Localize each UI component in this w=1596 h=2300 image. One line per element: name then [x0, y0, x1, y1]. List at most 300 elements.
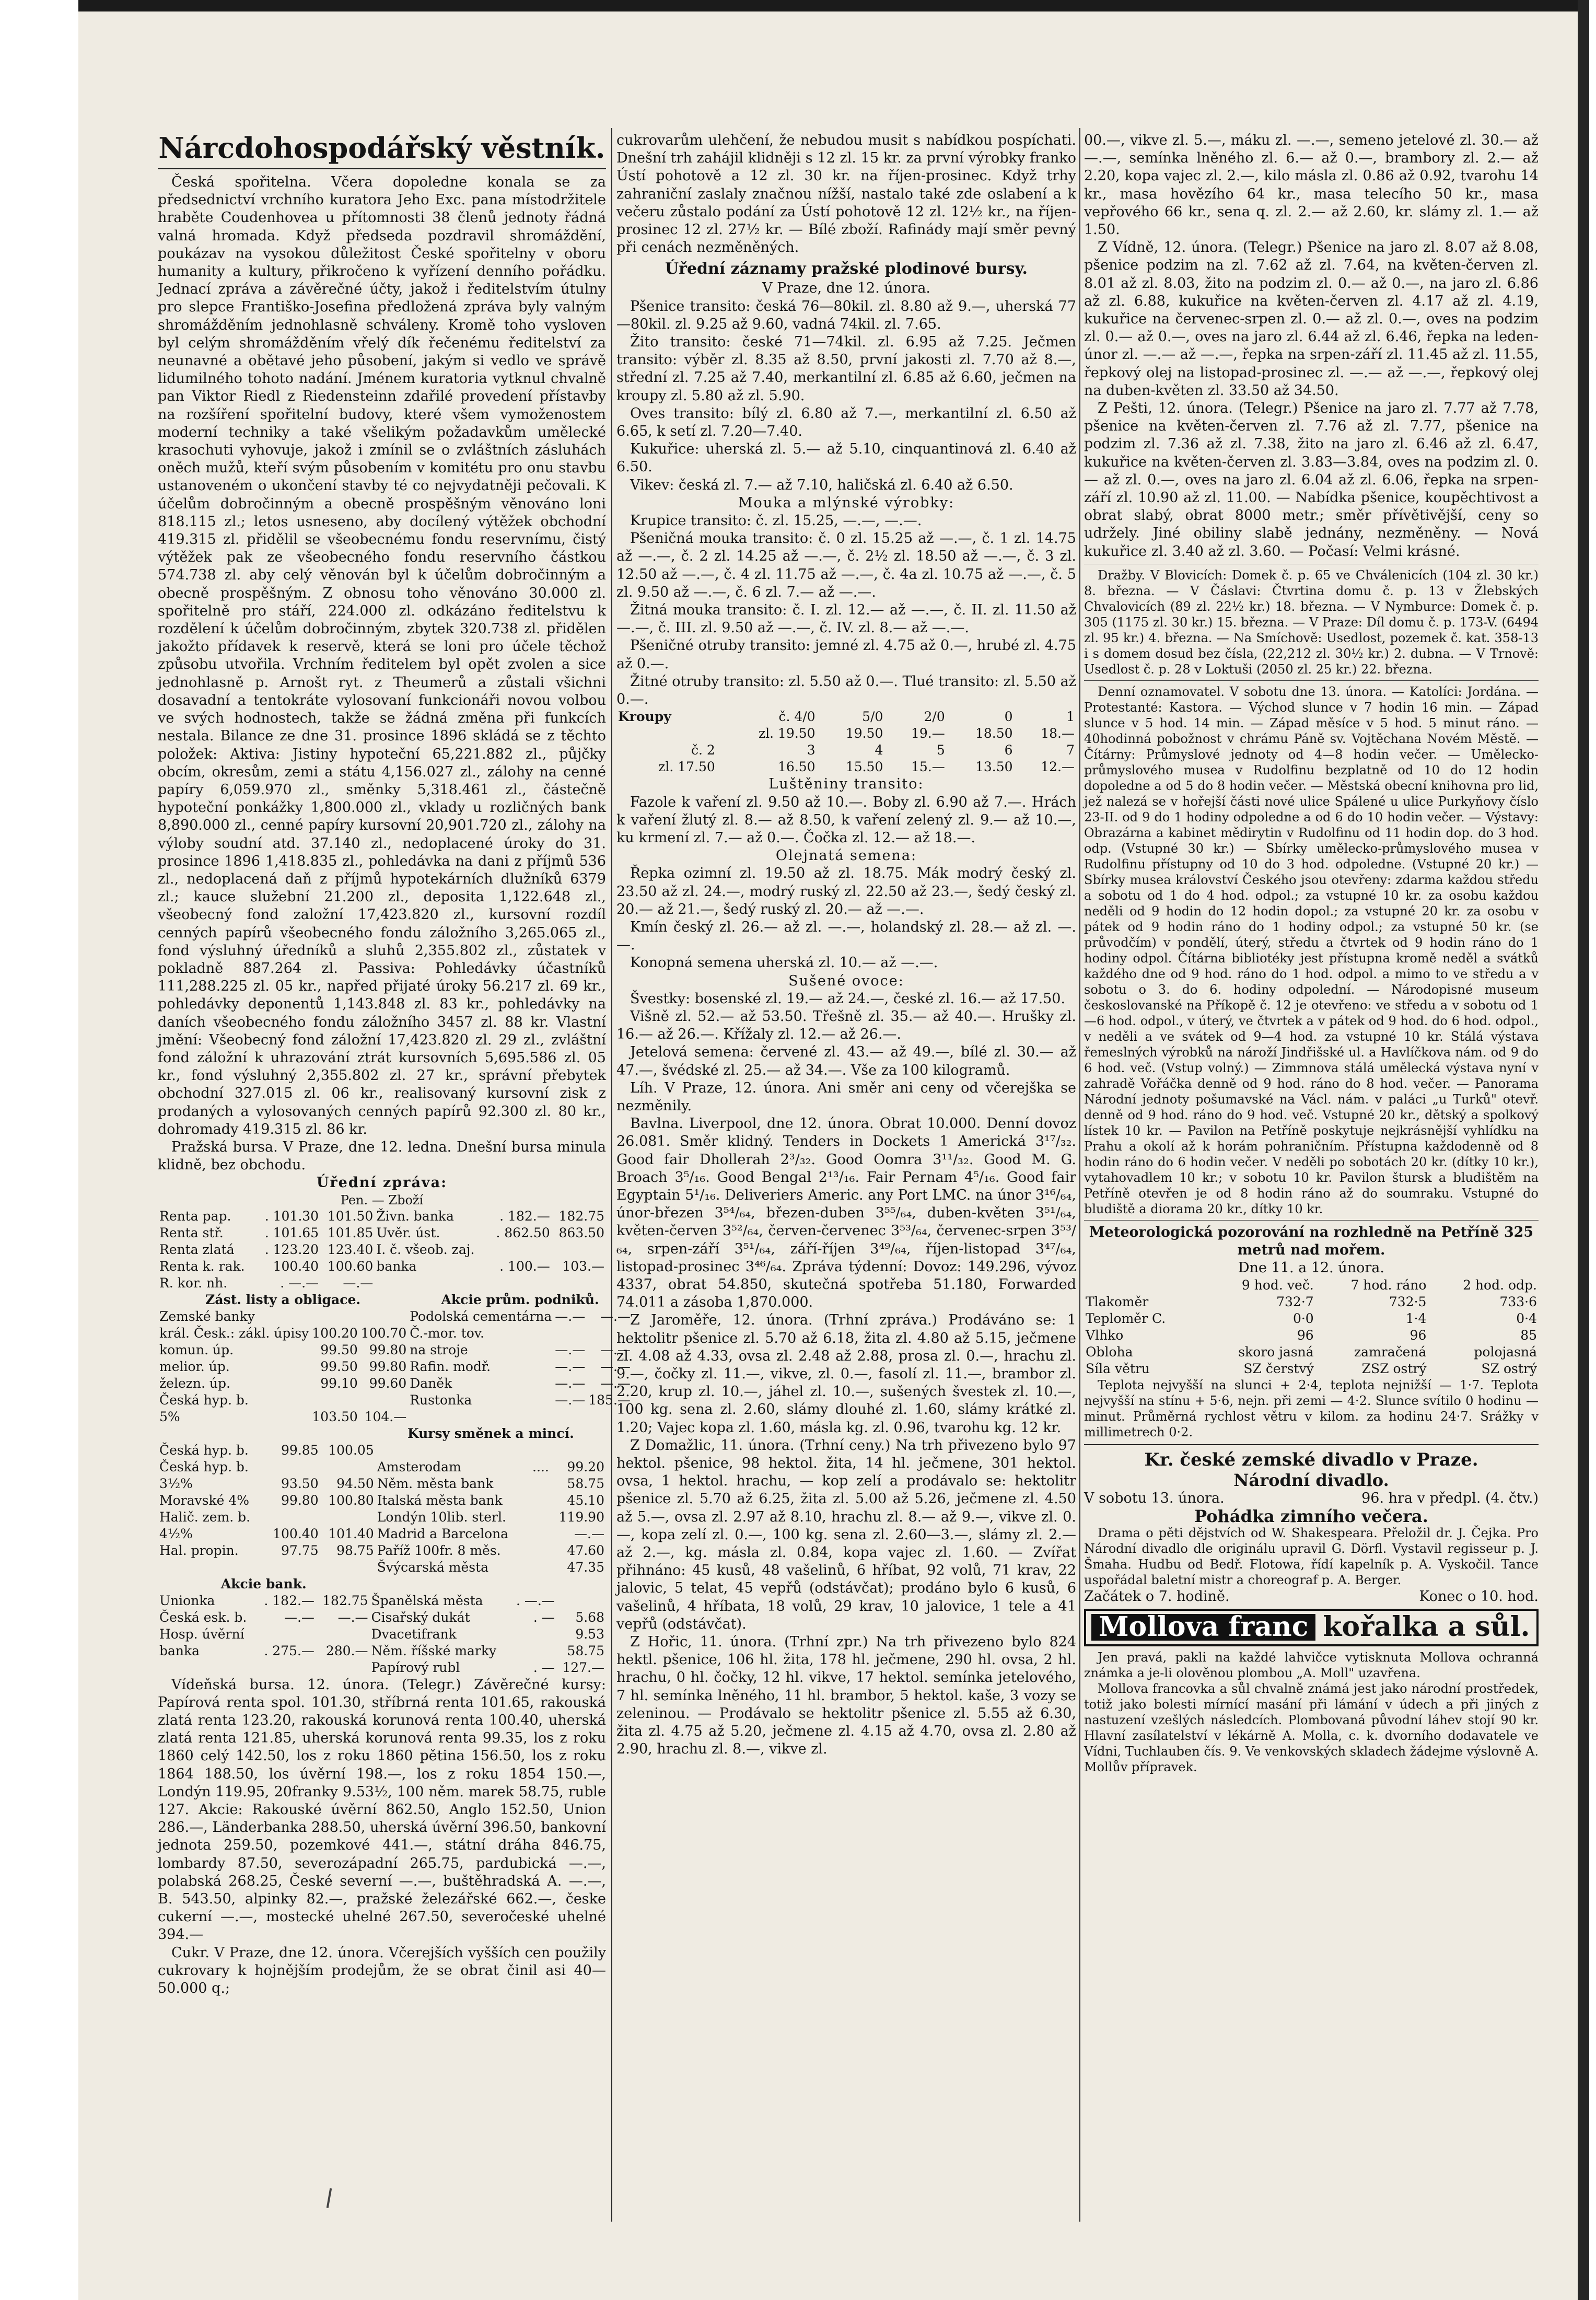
quote-row [158, 1509, 606, 1526]
quote-cell: —.— [555, 1375, 586, 1391]
quote-cell: Uvěr. úst. [376, 1225, 440, 1240]
quote-cell: —.— [600, 1342, 631, 1357]
meteo-cell: 1·4 [1405, 1311, 1427, 1327]
quote-cell: 99.20 [567, 1459, 604, 1474]
quote-cell: 58.75 [567, 1476, 604, 1491]
quote-cell: . 101.30 [264, 1208, 319, 1224]
quote-cell: . — [533, 1609, 555, 1625]
column-2 [616, 132, 1076, 2222]
table-cell: 15.— [911, 759, 945, 775]
table-cell: 18.50 [975, 726, 1013, 741]
quote-row [158, 1492, 606, 1509]
quote-cell: 99.85 [281, 1442, 319, 1458]
meteo-cell: 733·6 [1499, 1294, 1537, 1310]
ad-body: Mollova francovka a sůl chvalně známá jest jako národní prostředek, totiž jako bolesti mírnící masání při lámání v údech a při jiných z nastuzení vzešlých následcích. Plombovaná původní láhev stojí 90 kr. Hlavní zasílatelství v lékárně A. Molla, c. k. dvorního dodavatele ve Vídni, Tuchlauben čís. 9. Ve venkovských skladech žádejme výslovně A. Mollův přípravek. [1084, 1681, 1539, 1774]
quote-cell [528, 1542, 551, 1559]
quote-cell: Podolská cementárna [410, 1308, 552, 1324]
table-cell: 13.50 [975, 759, 1013, 775]
lusteniny-heading: Luštěniny transito: [768, 776, 924, 793]
quote-cell: 127.— [562, 1659, 604, 1675]
market-oves: Oves transito: bílý zl. 6.80 až 7.—, merkantilní zl. 6.50 až 6.65, k setí zl. 7.20—7.40. [616, 405, 1076, 440]
quote-cell: Papírový rubl [371, 1659, 460, 1675]
market-kmin: Kmín český zl. 26.— až zl. —.—, holandský zl. 28.— až zl. —.—. [616, 919, 1076, 954]
quote-row [158, 1275, 606, 1292]
article-horice: Z Hořic, 11. února. (Trhní zpr.) Na trh přivezeno bylo 824 hektl. pšenice, 106 hl. žita, 178 hl. ječmene, 290 hl. ovsa, 2 hl. hrachu, 0 hl. čočky, 12 hl. vikve, 17 hektol. semínka jetelového, 7 hl. semínka lněného, 11 hl. brambor, 5 hektol. kaše, 3 vozy se zeleninou. — Prodávalo se hektolitr pšenice zl. 5.55 až 6.30, žita zl. 4.75 až 5.20, ječmene zl. 4.15 až 4.70, ovsa zl. 2.80 až 2.90, hrachu zl. 8.—, vikve zl. [616, 1634, 1076, 1758]
quote-cell: 863.50 [558, 1225, 604, 1240]
theatre-heading: Kr. české zemské divadlo v Praze. [1144, 1449, 1478, 1471]
meteo-cell: zamračená [1354, 1344, 1427, 1360]
market-zitne-otruby: Žitné otruby transito: zl. 5.50 až 0.—. Tlué transito: zl. 5.50 až 0.—. [616, 673, 1076, 708]
quote-cell: Renta pap. [159, 1208, 231, 1224]
quote-cell [359, 1308, 408, 1325]
quote-cell: 101.50 [327, 1208, 374, 1224]
market-kukurice: Kukuřice: uherská zl. 5.— až 5.10, cinquantinová zl. 6.40 až 6.50. [616, 441, 1076, 475]
column-3 [1084, 132, 1539, 2222]
quote-cell: 99.60 [369, 1375, 407, 1391]
quote-row [158, 1593, 606, 1609]
quote-cell: Česká esk. b. [159, 1609, 247, 1625]
quote-cell: —.— [555, 1308, 586, 1324]
meteo-cell: Síla větru [1086, 1361, 1150, 1377]
quote-cell: 47.60 [567, 1542, 604, 1558]
quote-cell: . 100.— [499, 1258, 550, 1274]
quote-cell: Madrid a Barcelona [377, 1526, 509, 1541]
table-cell: 16.50 [778, 759, 816, 775]
meteo-cell: 96 [1409, 1328, 1427, 1343]
theatre-play-title: Pohádka zimního večera. [1194, 1506, 1428, 1526]
meteo-cell: polojasná [1474, 1344, 1537, 1360]
quote-cell: 45.10 [567, 1492, 604, 1508]
quote-cell: —.— [555, 1342, 586, 1357]
quote-cell: 182.75 [558, 1208, 604, 1224]
quote-cell: —.— [600, 1308, 631, 1324]
quote-row [158, 1459, 606, 1476]
quote-cell [528, 1442, 551, 1459]
meteo-row [1084, 1327, 1539, 1344]
quote-cell: 98.75 [336, 1542, 374, 1558]
quote-cell: . —.— [280, 1275, 319, 1291]
meteo-cell: skoro jasná [1238, 1344, 1314, 1360]
table-cell: 9 hod. več. [1241, 1277, 1314, 1293]
quote-cell: 104.— [364, 1409, 407, 1424]
theatre-dateline [1084, 1490, 1539, 1507]
quote-cell: —.— [555, 1358, 586, 1374]
quote-cell: Unionka [159, 1593, 215, 1608]
quote-row [158, 1442, 606, 1459]
quote-cell: Cisařský dukát [371, 1609, 470, 1625]
quote-cell: Paříž 100fr. 8 měs. [377, 1542, 501, 1558]
meteo-cell: ZSZ ostrý [1361, 1361, 1427, 1377]
quote-cell: Italská města bank [377, 1492, 503, 1508]
article-domazlice: Z Domažlic, 11. února. (Trhní ceny.) Na trh přivezeno bylo 97 hektol. pšenice, 98 hektol. žita, 14 hl. ječmene, 301 hektol. ovsa, 1 hektol. hrachu, — kop zelí a prodávalo se: hektolitr pšenice zl. 5.70 až 6.25, žita zl. 5.00 až 5.26, ječmene zl. 4.50 až 5.—, ovsa zl. 2.97 až 8.10, hrachu zl. 8.— až 9.—, vikve zl. 0.—, kopa zelí zl. 0.—, 100 kg. sena zl. 2.60—3.—, slámy zl. 2.— až 2.—, kg. másla zl. 0.84, kopa vajec zl. 1.60. — Zvířat přihnáno: 45 kusů, 48 vašelinů, 6 hříbat, 92 volů, 71 krav, 22 jalovic, 5 telat, 45 vepřů (odstávčat); prodáno bylo 6 kusů, 6 vašelinů, 4 hříbata, 18 volů, 29 krav, 10 jalovice, 1 tele a 41 vepřů (odstávčat). [616, 1437, 1076, 1632]
article-viden-obili: Z Vídně, 12. února. (Telegr.) Pšenice na jaro zl. 8.07 až 8.08, pšenice podzim na zl. 7.62 až zl. 7.64, na květen-červen zl. 8.01 až zl. 8.03, žito na podzim zl. 0.— až 0.—, na jaro zl. 6.86 až zl. 6.88, kukuřice na květen-červen zl. 4.17 až zl. 4.19, kukuřice na červenec-srpen zl. 0.— až zl. 0.—, oves na podzim zl. 0.— až 0.—, oves na jaro zl. 6.44 až zl. 6.46, řepka na leden-únor zl. —.— až —.—, řepka na srpen-září zl. 11.45 až zl. 11.55, řepkový olej na listopad-prosinec zl. —.— až —.—, řepkový olej na duben-květen zl. 33.50 až 34.50. [1084, 239, 1539, 399]
quote-cell: 99.80 [369, 1342, 407, 1357]
quote-cell: . 123.20 [264, 1241, 319, 1257]
subheading-kursy-smenek: Kursy směnek a mincí. [407, 1425, 574, 1441]
table-cell: zl. 17.50 [658, 759, 715, 775]
quote-cell: 93.50 [281, 1476, 319, 1491]
column-rule-2 [1079, 128, 1080, 2222]
theatre-times [1084, 1588, 1539, 1606]
quote-cell: —.— [343, 1275, 374, 1291]
market-psenicna-mouka: Pšeničná mouka transito: č. 0 zl. 15.25 až —.—, č. 1 zl. 14.75 až —.—, č. 2 zl. 14.25 až —.—, č. 2½ zl. 18.50 až —.—, č. 3 zl. 12.50 až —.—, č. 4 zl. 11.75 až —.—, č. 4a zl. 10.75 až —.—, č. 5 zl. 9.50 až —.—, č. 6 zl. 7.— až —.—. [616, 530, 1076, 600]
meteo-cell: SZ ostrý [1481, 1361, 1537, 1377]
quotes-subheading: Pen. — Zboží [340, 1192, 424, 1207]
quote-cell: 182.75 [322, 1593, 368, 1608]
quote-row [158, 1542, 606, 1559]
quote-cell: . 862.50 [496, 1225, 550, 1240]
quote-cell [264, 1459, 320, 1476]
market-psenice: Pšenice transito: česká 76—80kil. zl. 8.80 až 9.—, uherská 77—80kil. zl. 9.25 až 9.60, vadná 74kil. zl. 7.65. [616, 298, 1076, 332]
quote-row [158, 1659, 606, 1676]
table-cell: 0 [1004, 709, 1013, 725]
divider [1084, 680, 1539, 681]
meteo-cell: Tlakoměr [1086, 1294, 1149, 1310]
quote-cell: .... [532, 1459, 549, 1474]
divider [1084, 1444, 1539, 1445]
quote-cell [158, 1659, 257, 1676]
quote-cell [488, 1241, 552, 1258]
quote-row [158, 1308, 632, 1325]
quote-cell [510, 1626, 556, 1643]
table-cell: 19.— [911, 726, 945, 741]
quote-cell: Rustonka [410, 1392, 472, 1408]
quote-cell: melior. úp. [159, 1358, 230, 1374]
quotes-table-c [158, 1425, 606, 1576]
quote-cell [551, 1442, 606, 1459]
theatre-end: Konec o 10. hod. [1419, 1588, 1539, 1605]
ad-authenticity: Jen pravá, pakli na každé lahvičce vytisknuta Mollova ochranná známka a je-li olověnou plombou „A. Moll" uzavřena. [1084, 1650, 1539, 1680]
article-denni-oznamovatel: Denní oznamovatel. V sobotu dne 13. února. — Katolíci: Jordána. — Protestanté: Kastora. — Východ slunce v 7 hodin 16 min. — Západ slunce v 5 hod. 14 min. — Západ měsíce v 5 hod. 5 minut ráno. — 40hodinná pobožnost v chrámu Páně sv. Vojtěchana Novém Městě. — Čítárny: Průmyslové jednoty od 4—8 hodin večer. — Umělecko-průmyslového musea v Rudolfinu bezplatně od 10 do 12 hodin dopoledne a od 5 do 8 hodin večer. — Městská obecní knihovna pro lid, jež nalezá se v hořejší části nové ulice Spálené u ulice Purkyňovy číslo 23-II. od 9 do 1 hodiny odpoledne a od 6 do 10 hodin večer. — Výstavy: Obrazárna a kabinet mědirytin v Rudolfinu od 11 hodin dop. do 3 hod. odp. (Vstupné 30 kr.) — Sbírky umělecko-průmyslového musea v Rudolfinu přístupny od 10 do 3 hod. odpoledne. (Vstupné 20 kr.) — Sbírky musea království Českého jsou otevřeny: zdarma každou středu a sobotu od 1 do 4 hod. odpol.; za vstupné 10 kr. za osobu každou neděli od 9 hodin do 12 hodin dopol.; za vstupné 20 kr. za osobu v pátek od 9 hodin ráno do 1 hodiny odpol.; za vstupné 50 kr. (se průvodčím) v pondělí, úterý, středu a čtvrtek od 9 hodin ráno do 1 hodiny odpol. Čítárna bibliotéky jest přístupna kromě neděl a svátků každého dne od 9 hod. ráno do 1 hod. odpol. a mimo to ve středu a v sobotu o 3. do 6. hodiny odpolední. — Národopisné museum českoslovanské na Příkopě č. 12 je otevřeno: ve středu a v sobotu od 1—6 hod. odpol., v úterý, ve čtvrtek a v pátek od 9 hod. do 6 hod. odpol., v neděli a ve svátek od 9—4 hod. za vstupné 10 kr. Stálá výstava řemeslných výrobků na nároží Jindřišské ul. a Havlíčkova nám. od 9 do 6 hod. več. (Vstup volný.) — Zimmnova stálá umělecká výstava nyní v zahradě Vořáčka denně od 9 hod. ráno do 8 hod. večer. — Panorama Národní jednoty pošumavské na Václ. nám. v paláci „u Turků" otevř. denně od 9 hod. ráno do 9 hod. več. Vstupné 20 kr., dětský a spolkový lístek 10 kr. — Pavilon na Petříně poskytuje nejkrásnější vyhlídku na Prahu a okolí až k horám pohraničním. Přístupna každodenně od 8 hodin ráno do 6 hodin večer. V neděli po sobotách 20 kr. (dítky 10 kr.), vytahovadlem 10 kr.; v sobotu 10 kr. Pavilon štursk a bludištěm na Petříně otevřen je od 8 hodin ráno až do soumraku. Vstupné do bludiště a diorama 20 kr., dítky 10 kr. [1084, 684, 1539, 1216]
quote-cell: 100.40 [273, 1526, 319, 1541]
quote-cell [359, 1392, 408, 1409]
quote-cell [553, 1325, 587, 1342]
quote-cell: I. č. všeob. zaj. [376, 1241, 475, 1257]
quote-cell [528, 1526, 551, 1542]
meteo-cell: 96 [1297, 1328, 1314, 1343]
quote-cell [264, 1509, 320, 1526]
quote-cell: Renta stř. [159, 1225, 224, 1240]
quote-row [158, 1526, 606, 1542]
meteo-table [1084, 1277, 1539, 1377]
quote-cell [320, 1509, 376, 1526]
olejnata-heading: Olejnatá semena: [775, 847, 917, 864]
table-cell: 3 [807, 742, 816, 758]
quote-cell: 185.— [588, 1392, 631, 1408]
quote-cell [528, 1509, 551, 1526]
quote-cell: Renta zlatá [159, 1241, 235, 1257]
market-jetelova-semena: Jetelová semena: červené zl. 43.— až 49.—, bílé zl. 30.— až 47.—, švédské zl. 25.— až 34.—. Vše za 100 kilogramů. [616, 1044, 1076, 1078]
quote-cell: 97.75 [281, 1542, 319, 1558]
meteo-cell: SZ čerstvý [1243, 1361, 1314, 1377]
quote-row [158, 1208, 606, 1225]
quote-row [158, 1409, 632, 1425]
quote-cell: Česká hyp. b. [159, 1442, 249, 1458]
quotes-table-a [158, 1208, 606, 1292]
theatre-subheading: Národní divadlo. [1233, 1470, 1389, 1491]
quote-cell: 100.60 [327, 1258, 374, 1274]
quote-cell: 101.85 [327, 1225, 374, 1240]
subheading-akcie-bank: Akcie bank. [220, 1576, 307, 1592]
quote-cell: —.— [600, 1375, 631, 1391]
quote-cell: Rafin. modř. [410, 1358, 491, 1374]
quote-cell: 119.90 [558, 1509, 604, 1525]
mouka-heading: Mouka a mlýnské výrobky: [738, 494, 955, 511]
quote-cell: —.— [600, 1358, 631, 1374]
quote-cell: 3½% [159, 1476, 193, 1491]
quote-cell: na stroje [410, 1342, 468, 1357]
susene-ovoce-heading: Sušené ovoce: [788, 972, 904, 989]
quote-row [158, 1225, 606, 1241]
quote-cell: 100.20 [312, 1325, 358, 1341]
quote-cell: 99.10 [320, 1375, 358, 1391]
quote-cell [408, 1409, 553, 1425]
quotes-table-b [158, 1292, 632, 1425]
table-cell: 6 [1004, 742, 1013, 758]
quote-cell: . 182.— [499, 1208, 550, 1224]
table-cell: 5/0 [862, 709, 883, 725]
meteo-date: Dne 11. a 12. února. [1238, 1260, 1384, 1276]
quote-cell: 94.50 [336, 1476, 374, 1491]
quote-cell [158, 1559, 264, 1576]
quote-cell: Něm. říšské marky [371, 1643, 497, 1658]
meteo-cell: Obloha [1086, 1344, 1133, 1360]
scan-edge-top [78, 0, 1578, 11]
section-title: Nárcdohospodářský věstník. [158, 131, 605, 165]
quote-cell: komun. úp. [159, 1342, 234, 1357]
quote-cell [310, 1308, 359, 1325]
quote-cell: Dvacetifrank [371, 1626, 457, 1642]
quote-cell: banka [376, 1258, 417, 1274]
quote-row [158, 1375, 632, 1392]
quote-cell: Španělská města [371, 1593, 483, 1608]
quote-row [158, 1325, 632, 1342]
quote-cell: Halič. zem. b. [159, 1509, 251, 1525]
quote-cell: . —.— [516, 1593, 555, 1608]
quote-row [158, 1609, 606, 1626]
quote-cell: Hal. propin. [159, 1542, 239, 1558]
quote-cell [528, 1559, 551, 1576]
quote-cell [528, 1492, 551, 1509]
quote-cell: 103.50 [312, 1409, 358, 1424]
quote-cell: 9.53 [575, 1626, 604, 1642]
article-jaromer: Z Jaroměře, 12. února. (Trhní zpráva.) Prodáváno se: 1 hektolitr pšenice zl. 5.70 až 6.18, žita zl. 4.80 až 5.15, ječmene zl. 4.08 až 4.33, ovsa zl. 2.48 až 2.88, prosa zl. 0.—, hrachu zl. 9.—, čočky zl. 11.—, vikve, zl. 0.—, fasolí zl. 11.—, brambor zl. 2.20, krup zl. 10.—, jáhel zl. 10.—, sušených švestek zl. 10.—, 100 kg. sena zl. 2.60, slámy dlouhé zl. 1.60, slámy krátké zl. 1.20; Vajec kopa zl. 1.60, másla kg. zl. 0.96, tvarohu kg. 12 kr. [616, 1312, 1076, 1436]
quote-cell: Česká hyp. b. [159, 1459, 249, 1474]
quote-cell: 47.35 [567, 1559, 604, 1575]
market-visne-tresne: Višně zl. 52.— až 53.50. Třešně zl. 35.— až 40.—. Hrušky zl. 16.— až 26.—. Křížaly zl. 12.— až 26.—. [616, 1008, 1076, 1043]
plodinova-dateline: V Praze, dne 12. února. [762, 280, 930, 297]
quote-cell: Amsterodam [377, 1459, 461, 1474]
market-repka-mak: Řepka ozimní zl. 19.50 až zl. 18.75. Mák modrý český zl. 23.50 až zl. 24.—, modrý ruský zl. 22.50 až 23.—, šedý český zl. 20.— až 21.—, šedý ruský zl. 20.— až —.—. [616, 865, 1076, 917]
meteo-row [1084, 1344, 1539, 1361]
article-horice-continued: 00.—, vikve zl. 5.—, máku zl. —.—, semeno jetelové zl. 30.— až —.—, semínka lněného zl. 6.— až 0.—, brambory zl. 2.— až 2.20, kopa vajec zl. 2.—, kilo másla zl. 0.86 až 0.92, tvarohu 14 kr., masa hovězího 64 kr., masa telecího 50 kr., masa vepřového 66 kr., sena q. zl. 2.— až 2.60, kr. slámy zl. 1.— až 1.50. [1084, 132, 1539, 238]
article-pest-obili: Z Pešti, 12. února. (Telegr.) Pšenice na jaro zl. 7.77 až 7.78, pšenice na květen-červen zl. 7.76 až zl. 7.77, pšenice na podzim zl. 7.36 až zl. 7.38, žito na jaro zl. 6.46 až zl. 6.47, kukuřice na květen-červen zl. 3.83—3.84, oves na podzim zl. 0.— až zl. 0.—, oves na jaro zl. 6.04 až zl. 6.06, řepka na srpen-září zl. 10.90 až zl. 11.00. — Nabídka pšenice, koupěchtivost a obrat slabý, obrat 8000 metr.; směr přívětivější, ceny so udržely. Jiné obiliny slabě jednány, nezměněny. — Nová kukuřice zl. 3.40 až zl. 3.60. — Počasí: Velmi krásné. [1084, 400, 1539, 560]
table-cell: 2/0 [924, 709, 945, 725]
article-prazska-bursa: Pražská bursa. V Praze, dne 12. ledna. Dnešní bursa minula klidně, bez obchodu. [158, 1139, 606, 1174]
quote-cell: 99.50 [320, 1358, 358, 1374]
quote-cell [556, 1593, 606, 1609]
quote-cell: —.— [574, 1526, 604, 1541]
moll-advert [1084, 1609, 1539, 1646]
quote-cell: —.— [555, 1392, 586, 1408]
quote-cell: 100.70 [360, 1325, 407, 1341]
market-zito-jecmen: Žito transito: české 71—74kil. zl. 6.95 až 7.25. Ječmen transito: výběr zl. 8.35 až 8.50, první jakosti zl. 7.70 až 8.—, střední zl. 7.25 až 7.40, merkantilní zl. 6.85 až 6.60, ječmen na kroupy zl. 5.80 až zl. 5.90. [616, 334, 1076, 404]
quote-cell: Londýn 10lib. sterl. [377, 1509, 506, 1525]
meteo-cell: Teploměr C. [1086, 1311, 1166, 1327]
meteo-cell: 732·5 [1389, 1294, 1427, 1310]
table-cell: 7 [1066, 742, 1075, 758]
quote-cell: R. kor. nh. [159, 1275, 228, 1291]
quote-cell [264, 1559, 320, 1576]
quote-cell: 100.40 [273, 1258, 319, 1274]
theatre-date: V sobotu 13. února. [1084, 1490, 1225, 1506]
quote-cell: . 182.— [264, 1593, 314, 1608]
quote-cell: Hosp. úvěrní [159, 1626, 244, 1642]
meteo-extra: Teplota nejvyšší na slunci + 2·4, teplota nejnižší — 1·7. Teplota nejvyšší na stínu + 5·6, nejn. při zemi — 4·2. Slunce svítilo 0 hodinu — minut. Průměrná rychlost větru v kilom. za hodinu 24·7. Srážky v millimetrech 0·2. [1084, 1378, 1539, 1440]
article-cukr-continued: cukrovarům ulehčení, že nebudou musit s nabídkou pospíchati. Dnešní trh zahájil klidněji s 12 zl. 15 kr. za první výrobky franko Ústí pohotově a 12 zl. 30 kr. na říjen-prosinec. Když trhy zahraniční zaslaly značnou nížší, nastalo také zde oslabení a k večeru zůstalo podání za Ústí pohotově 12 zl. 12½ kr., na říjen-prosinec 12 zl. 27½ kr. — Bílé zboží. Rafinády mají směr pevný při cenách nezměněných. [616, 132, 1076, 256]
meteo-row [1084, 1294, 1539, 1310]
quote-cell: 99.80 [281, 1492, 319, 1508]
quote-cell: 99.80 [369, 1358, 407, 1374]
column-rule-1 [611, 128, 612, 2222]
quote-row [158, 1358, 632, 1375]
quote-cell: 103.— [562, 1258, 604, 1274]
market-vikev: Vikev: česká zl. 7.— až 7.10, haličská zl. 6.40 až 6.50. [630, 477, 1013, 493]
quote-cell: . 101.65 [264, 1225, 319, 1240]
quote-cell: Renta k. rak. [159, 1258, 245, 1274]
quotes-heading: Úřední zpráva: [316, 1175, 448, 1191]
quote-cell: 5.68 [575, 1609, 604, 1625]
quote-cell [376, 1442, 528, 1459]
quote-row [158, 1559, 606, 1576]
kroupy-table [616, 708, 1076, 775]
quote-row [158, 1643, 606, 1659]
quote-cell [316, 1659, 370, 1676]
meteo-row [1084, 1310, 1539, 1327]
column-1 [158, 131, 631, 2222]
quote-cell: . 275.— [264, 1643, 314, 1658]
market-psenicne-otruby: Pšeničné otruby transito: jemné zl. 4.75 až 0.—, hrubé zl. 4.75 až 0.—. [616, 637, 1076, 672]
quote-cell: —.— [337, 1609, 368, 1625]
table-cell: 4 [875, 742, 883, 758]
quote-cell [316, 1626, 370, 1643]
quote-cell: 4½% [159, 1526, 193, 1541]
quote-row [158, 1392, 632, 1409]
quote-cell: Moravské 4% [159, 1492, 250, 1508]
article-drazby: Dražby. V Blovicích: Domek č. p. 65 ve Chválenicích (104 zl. 30 kr.) 8. března. — V Čáslavi: Čtvrtina domu č. p. 13 v Žlebských Chvalovicích (89 zl. 22½ kr.) 18. března. — V Nymburce: Domek č. p. 305 (1175 zl. 30 kr.) 15. března. — V Praze: Díl domu č. p. 173-V. (6494 zl. 95 kr.) 4. března. — Na Smíchově: Usedlost, pozemek č. kat. 358-13 i s domem dosud bez čísla, (22,212 zl. 30½ kr.) 2. dubna. — V Trnově: Usedlost č. p. 28 v Loktuši (2050 zl. 25 kr.) 22. března. [1084, 567, 1539, 677]
table-cell: 7 hod. ráno [1350, 1277, 1427, 1293]
table-cell: 19.50 [845, 726, 883, 741]
quote-row [158, 1626, 606, 1643]
market-krupice: Krupice transito: č. zl. 15.25, —.—, —.—. [630, 513, 922, 529]
theatre-subscription: 96. hra v předpl. (4. čtv.) [1361, 1490, 1539, 1506]
market-zitna-mouka: Žitná mouka transito: č. I. zl. 12.— až —.—, č. II. zl. 11.50 až —.—, č. III. zl. 9.50 až —.—, č. IV. zl. 8.— až —.—. [616, 602, 1076, 636]
quote-cell [552, 1241, 606, 1258]
quote-cell: Č.-mor. tov. [410, 1325, 484, 1341]
quote-cell: banka [159, 1643, 200, 1658]
quote-cell: Živn. banka [376, 1208, 454, 1224]
quote-row [158, 1241, 606, 1258]
quote-cell: 58.75 [567, 1643, 604, 1658]
plodinova-bursa-heading: Úřední záznamy pražské plodinové bursy. [665, 260, 1028, 278]
meteo-row [1084, 1361, 1539, 1377]
table-cell: 15.50 [845, 759, 883, 775]
market-svestky: Švestky: bosenské zl. 19.— až 24.—, české zl. 16.— až 17.50. [630, 990, 1066, 1007]
market-lusteniny: Fazole k vaření zl. 9.50 až 10.—. Boby zl. 6.90 až 7.—. Hrách k vaření žlutý zl. 8.— až 8.50, k vaření zelený zl. 9.— až 10.—, ku krmení zl. 7.— až 0.—. Čočka zl. 12.— až 18.—. [616, 794, 1076, 846]
theatre-description: Drama o pěti dějstvích od W. Shakespeara. Přeložil dr. J. Čejka. Pro Národní divadlo dle originálu upravil G. Dörfl. Vystavil regisseur p. J. Šmaha. Hudbu od Bedř. Flotowa, řídí kapelník p. A. Vyskočil. Tance uspořádal baletní mistr a choreograf p. A. Berger. [1084, 1526, 1539, 1588]
subheading-akcie-prum: Akcie prům. podniků. [441, 1292, 599, 1307]
article-videnska-bursa: Vídeňská bursa. 12. února. (Telegr.) Závěrečné kursy: Papírová renta spol. 101.30, stříbrná renta 101.65, rakouská zlatá renta 123.20, rakouská korunová renta 100.40, uherská zlatá renta 121.85, uherská korunová renta 99.35, los z roku 1860 celý 142.50, los z roku 1860 pětina 156.50, los z roku 1864 188.50, los úvěrní 198.—, los z roku 1854 150.—, Londýn 119.95, 20franky 9.53½, 100 něm. marek 58.75, ruble 127. Akcie: Rakouské úvěrní 862.50, Anglo 152.50, Union 286.—, Länderbanka 288.50, uherská úvěrní 396.50, bankovní jednota 259.50, pozemkové 441.—, státní dráha 846.75, lombardy 87.50, severozápadní 265.75, pardubická —.—, polabská 268.25, České severní —.—, buštěhradská A. —.—, B. 543.50, alpinky 82.—, pražské železářské 662.—, česke cukerní —.—, mostecké uhelné 267.50, severočeské uhelné 394.— [158, 1676, 606, 1943]
table-cell: 12.— [1041, 759, 1075, 775]
subheading-obligace: Zást. listy a obligace. [205, 1292, 361, 1307]
meteo-cell: Vlhko [1086, 1328, 1124, 1343]
article-bavlna: Bavlna. Liverpool, dne 12. února. Obrat 10.000. Denní dovoz 26.081. Směr klidný. Tenders in Dockets 1 Americká 3¹⁷/₃₂. Good fair Dhollerah 2³/₃₂. Good Oomra 3¹¹/₃₂. Good M. G. Broach 3⁵/₁₆. Good Bengal 2¹³/₁₆. Fair Pernam 4⁵/₁₆. Good fair Egyptain 5¹/₁₆. Deliveriers Americ. any Port LMC. na únor 3¹⁶/₆₄, únor-březen 3⁵⁴/₆₄, březen-duben 3⁵⁵/₆₄, duben-květen 3⁵¹/₆₄, květen-červen 3⁵²/₆₄, červen-červenec 3⁵³/₆₄, červenec-srpen 3⁵³/₆₄, srpen-září 3⁵¹/₆₄, září-říjen 3⁴⁹/₆₄, říjen-listopad 3⁴⁷/₆₄, listopad-prosinec 3⁴⁶/₆₄. Zpráva týdenní: Dovoz: 149.296, vývoz 4337, obrat 54.850, skutečná spotřeba 51.180, Forwarded 74.011 a zásoba 1,870.000. [616, 1116, 1076, 1311]
quote-cell: Daněk [410, 1375, 452, 1391]
quote-cell: 101.40 [328, 1526, 374, 1541]
quote-cell [310, 1392, 359, 1409]
quote-cell [320, 1459, 376, 1476]
table-cell: č. 4/0 [778, 709, 816, 725]
quote-cell [553, 1409, 587, 1425]
table-cell: 18.— [1041, 726, 1075, 741]
quote-cell [510, 1643, 556, 1659]
quote-cell [257, 1659, 316, 1676]
quote-cell: 100.05 [328, 1442, 374, 1458]
article-ceska-sporitelna: Česká spořitelna. Včera dopoledne konala se za předsednictví vrchního kuratora Jeho Exc. pana místodržitele hraběte Coudenhovea u přítomnosti 38 členů jednoty řádná valná hromada. Když předseda pozdravil shromáždění, poukázav na vysokou důležitost České spořitelny v oboru humanity a kultury, přikročeno k vyřízení denního pořádku. Jednací zpráva a závěrečné účty, jakož i ředitelstvím útulny pro slepce Františko-Josefina předložená zpráva byly valným shromážděním jednohlasně schváleny. Kromě toho vysloven byl celým shromážděním vřelý dík řečenému ředitelství za neunavné a obětavé jeho působení, jakým si vedlo ve správě lidumilného tohoto nadání. Jménem kuratoria vytknul chvalně pan Viktor Riedl z Riedensteinn zdařilé provedení přístavby na rozšíření spořitelní budovy, které všem vymoženostem moderní techniky a také všelikým požadavkům umělecké krasochuti vyhovuje, jakož i zmínil se o zvláštních zásluhách oněch mužů, kteří svým působením v komitétu pro onu stavbu ustanoveném o ukončení stavby té co nejvydatněji pečovali. K účelům dobročinným a obecně prospěšným věnováno loni 818.115 zl.; letos usneseno, aby docílený výtěžek obchodní 419.315 zl. přidělil se všeobecnému fondu reservnímu, čistý výtěžek pak ze všeobecného fondu reservního částkou 574.738 zl. aby celý věnován byl k účelům dobročinným a obecně prospěšným. Z obnosu toho věnováno 30.000 zl. spořitelně pro stáří, 224.000 zl. odkázáno ředitelstvu k rozdělení k účelům dobročinným, zbytek 320.738 zl. přidělen jakožto přídavek k reservě, která se loni pro účele těchož způsobu utvořila. Vrchním ředitelem byl opět zvolen a sice jednohlasně p. Arnošt ryt. z Theumerů a zůstali všichni dosavadní a tentokráte vylosovaní funkcionáři novou volbou ve svých hodnostech, takže se žádná změna při funkcích nestala. Bilance ze dne 31. prosince 1896 skládá se z těchto položek: Aktiva: Jistiny hypoteční 65,221.882 zl., půjčky obcím, okresům, zemi a státu 4,156.027 zl., zálohy na cenné papíry 6,059.970 zl., směnky 5,318.461 zl., částečně hypoteční ponkážky 1,800.000 zl., vklady u rozličných bank 8,890.000 zl., cenné papíry kursovní 20,901.720 zl., zálohy na výloby soudní atd. 37.140 zl., nedoplacené úroky do 31. prosince 1896 1,418.835 zl., pohledávka na dani z příjmů 536 zl., nedoplacená daň z příjmů hypotekárních dlužníků 6379 zl.; kauce služební 21.200 zl., deposita 1,122.648 zl., všeobecný fond založní 17,423.820 zl., kursovní rozdíl cenných papírů všeobecného fondu záložního 3,265.065 zl., fond výsluhný úředníků a sluhů 2,355.802 zl., zůstatek v pokladně 887.264 zl. Passiva: Pohledávky účastníků 111,288.225 zl. 05 kr., napřed přijaté úroky 56.217 zl. 69 kr., pohledávky deponentů 1,143.848 zl. 83 kr., pohledávky na daních všeobecného fondu záložního 3457 zl. 88 kr. Vlastní jmění: Všeobecný fond záložní 17,423.820 zl. 29 zl., zvláštní fond záložní k uhrazování ztrát kursovních 5,695.586 zl. 05 kr., fond výsluhný 2,355.802 zl. 27 kr., správní přebytek obchodní 327.015 zl. 06 kr., realisovaný kursovní zisk z prodaných a vylosovaných cenných papírů 92.300 zl. 80 kr., dohromady 419.315 zl. 86 kr. [158, 174, 606, 1137]
quote-cell [375, 1275, 487, 1292]
scan-edge-right [1578, 0, 1589, 2300]
quote-cell [528, 1476, 551, 1492]
table-cell: č. 2 [691, 742, 715, 758]
meteo-cell: 732·7 [1276, 1294, 1314, 1310]
quote-cell: 99.50 [320, 1342, 358, 1357]
quote-cell: 5% [159, 1409, 180, 1424]
quote-cell [552, 1275, 606, 1292]
title-rule [158, 168, 606, 169]
quote-cell: . — [533, 1659, 555, 1675]
ad-headline: kořalka a sůl. [1323, 1611, 1530, 1643]
table-cell: 1 [1066, 709, 1075, 725]
meteo-cell: 85 [1520, 1328, 1537, 1343]
quote-cell [488, 1275, 552, 1292]
table-cell: 5 [936, 742, 945, 758]
quote-row [158, 1342, 632, 1358]
meteo-cell: 0·0 [1292, 1311, 1314, 1327]
ad-logo: Mollova franc [1091, 1614, 1315, 1640]
quotes-table-d [158, 1576, 606, 1676]
kroupy-label: Kroupy [618, 709, 671, 725]
quote-cell: 280.— [325, 1643, 368, 1658]
table-cell: 2 hod. odp. [1463, 1277, 1537, 1293]
quote-cell: Česká hyp. b. [159, 1392, 249, 1408]
article-lih: Líh. V Praze, 12. února. Ani směr ani ceny od včerejška se nezměnily. [616, 1079, 1076, 1114]
theatre-start: Začátek o 7. hodině. [1084, 1588, 1230, 1605]
quote-cell [257, 1626, 316, 1643]
quote-cell: 123.40 [327, 1241, 374, 1257]
market-konopna: Konopná semena uherská zl. 10.— až —.—. [630, 955, 938, 971]
quote-cell: Něm. města bank [377, 1476, 494, 1491]
article-cukr: Cukr. V Praze, dne 12. února. Včerejších vyšších cen použily cukrovary k hojnějším prodejům, že se obrat činil asi 40—50.000 q.; [158, 1944, 606, 1997]
meteo-cell: 0·4 [1516, 1311, 1537, 1327]
quote-cell: Švýcarská města [377, 1559, 489, 1575]
quote-cell: železn. úp. [159, 1375, 230, 1391]
quote-row [158, 1476, 606, 1492]
quote-cell: 100.80 [328, 1492, 374, 1508]
quote-cell: —.— [284, 1609, 314, 1625]
table-cell: zl. 19.50 [758, 726, 816, 741]
quote-cell [320, 1559, 376, 1576]
divider [1084, 1220, 1539, 1221]
